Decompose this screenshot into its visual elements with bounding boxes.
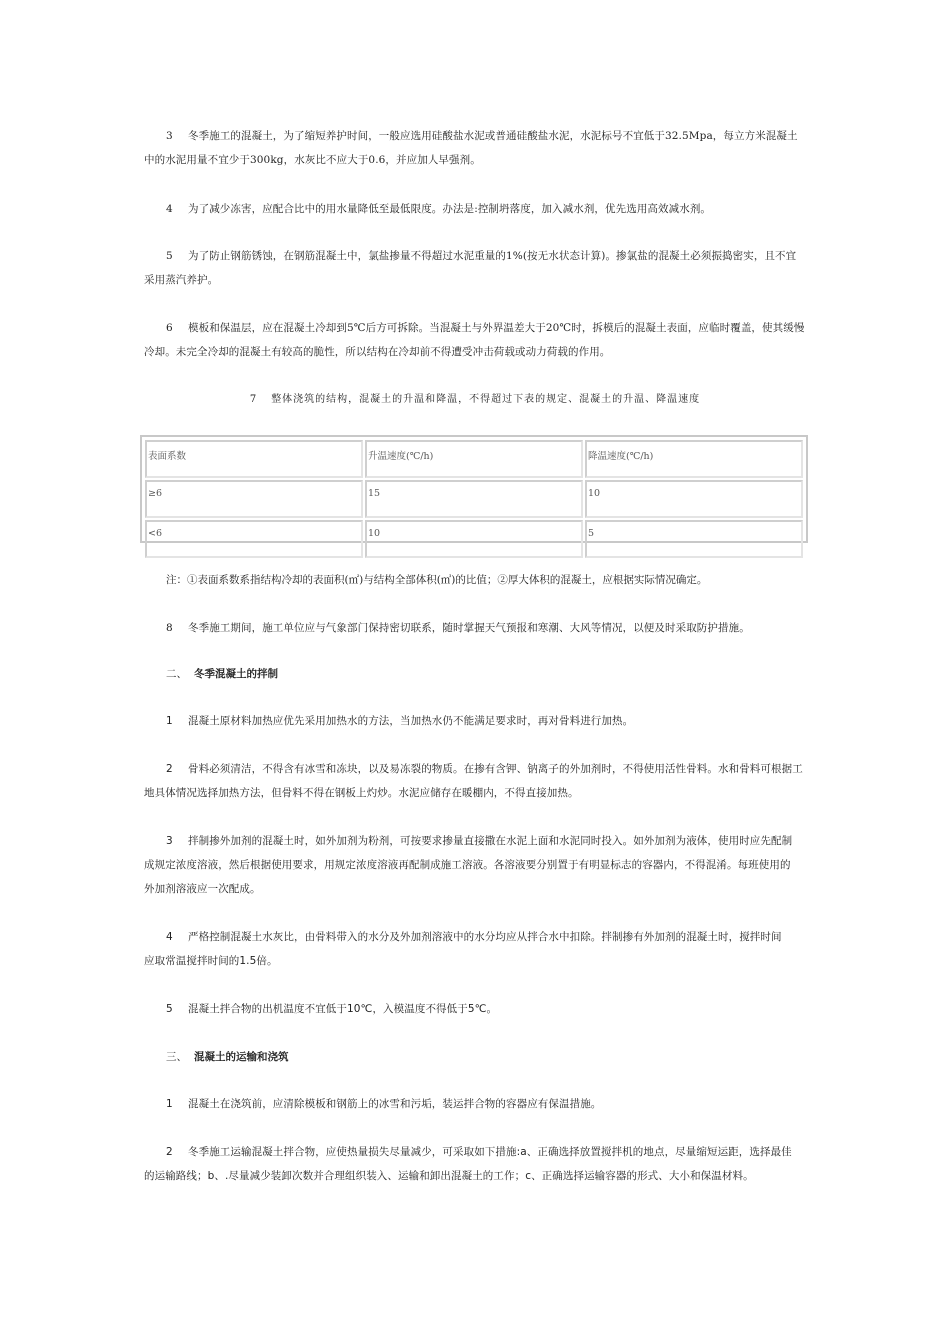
paragraph-line: 严格控制混凝土水灰比，由骨料带入的水分及外加剂溶液中的水分均应从拌合水中扣除。拌制掺有外加剂的混凝土时，搅拌时间 [188,931,782,943]
table-cell: 10 [365,520,583,558]
paragraph-line: 混凝土原材料加热应优先采用加热水的方法，当加热水仍不能满足要求时，再对骨料进行加热。 [188,715,634,727]
paragraph-line: 混凝土在浇筑前，应清除模板和钢筋上的冰雪和污垢，装运拌合物的容器应有保温措施。 [188,1098,602,1110]
section2-paragraph-4 [144,925,810,973]
section3-paragraph-1 [144,1092,810,1116]
paragraph-number: 5 [166,250,173,262]
paragraph-number: 4 [166,931,173,943]
paragraph-number: 3 [166,835,173,847]
data-table [143,438,805,560]
section-heading-3 [166,1047,289,1067]
paragraph-line: 采用蒸汽养护。 [144,274,219,286]
table-cell: 10 [585,480,803,518]
table-note: 注：①表面系数系指结构冷却的表面积(㎡)与结构全部体积(㎥)的比值；②厚大体积的混凝土，应根据实际情况确定。 [166,574,708,586]
table-caption [0,392,950,408]
paragraph-number: 2 [166,1146,173,1158]
paragraph-number: 4 [166,203,173,215]
section-title: 混凝土的运输和浇筑 [194,1051,289,1063]
paragraph-6 [144,316,810,364]
paragraph-line: 冬季施工的混凝土，为了缩短养护时间，一般应选用硅酸盐水泥或普通硅酸盐水泥，水泥标号不宜低于32.5Mpa，每立方米混凝土 [188,130,798,142]
table-header-row [145,440,803,478]
paragraph-line: 成规定浓度溶液，然后根据使用要求，用规定浓度溶液再配制成施工溶液。各溶液要分别置于有明显标志的容器内，不得混淆。每班使用的 [144,859,791,871]
paragraph-line: 地具体情况选择加热方法，但骨料不得在钢板上灼炒。水泥应储存在暖棚内，不得直接加热。 [144,787,579,799]
section2-paragraph-1 [144,709,810,733]
paragraph-number: 2 [166,763,173,775]
table-cell: ≥6 [145,480,363,518]
table-cell: 5 [585,520,803,558]
paragraph-line: 拌制掺外加剂的混凝土时，如外加剂为粉剂，可按要求掺量直接撒在水泥上面和水泥同时投入。如外加剂为液体，使用时应先配制 [188,835,793,847]
paragraph-line: 中的水泥用量不宜少于300kg，水灰比不应大于0.6，并应加人早强剂。 [144,154,481,166]
section2-paragraph-2 [144,757,810,805]
paragraph-line: 外加剂溶液应一次配成。 [144,883,261,895]
paragraph-number: 6 [166,322,173,334]
table-header-cell: 降温速度(℃/h) [585,440,803,478]
paragraph-line: 为了防止钢筋锈蚀，在钢筋混凝土中，氯盐掺量不得超过水泥重量的1%(按无水状态计算)。掺氯盐的混凝土必须振捣密实，且不宜 [188,250,797,262]
paragraph-8 [144,616,810,640]
caption-number: 7 [249,394,258,405]
paragraph-4 [144,197,810,221]
table-cell: <6 [145,520,363,558]
section-heading-2 [166,664,278,684]
paragraph-3 [144,124,810,172]
paragraph-line: 为了减少冻害，应配合比中的用水量降低至最低限度。办法是:控制坍落度，加入减水剂，优先选用高效减水剂。 [188,203,712,215]
section-title: 冬季混凝土的拌制 [194,668,278,680]
table-row [145,520,803,558]
section2-paragraph-3 [144,829,810,901]
paragraph-line: 的运输路线；b、.尽量减少装卸次数并合理组织装入、运输和卸出混凝土的工作；c、正确选择运输容器的形式、大小和保温材料。 [144,1170,754,1182]
paragraph-line: 冷却。未完全冷却的混凝土有较高的脆性，所以结构在冷却前不得遭受冲击荷载或动力荷载的作用。 [144,346,611,358]
paragraph-line: 应取常温搅拌时间的1.5倍。 [144,955,278,967]
paragraph-number: 1 [166,1098,173,1110]
paragraph-5 [144,244,810,292]
paragraph-number: 5 [166,1003,173,1015]
paragraph-line: 模板和保温层，应在混凝土冷却到5℃后方可拆除。当混凝土与外界温差大于20℃时，拆模后的混凝土表面，应临时覆盖，使其缓慢 [188,322,805,334]
table-cell: 15 [365,480,583,518]
paragraph-line: 骨料必须清洁，不得含有冰雪和冻块，以及易冻裂的物质。在掺有含钾、钠离子的外加剂时，不得使用活性骨料。水和骨料可根据工 [188,763,803,775]
section2-paragraph-5 [144,997,810,1021]
table-header-cell: 升温速度(℃/h) [365,440,583,478]
section-number: 二、 [166,668,187,680]
temperature-rate-table [140,435,808,543]
section-number: 三、 [166,1051,187,1063]
paragraph-line: 混凝土拌合物的出机温度不宜低于10℃，入模温度不得低于5℃。 [188,1003,498,1015]
table-header-cell: 表面系数 [145,440,363,478]
caption-text: 整体浇筑的结构，混凝土的升温和降温，不得超过下表的规定、混凝土的升温、降温速度 [271,394,701,405]
section3-paragraph-2 [144,1140,810,1188]
paragraph-number: 1 [166,715,173,727]
paragraph-line: 冬季施工期间，施工单位应与气象部门保持密切联系，随时掌握天气预报和寒潮、大风等情况，以便及时采取防护措施。 [188,622,750,634]
paragraph-line: 冬季施工运输混凝土拌合物，应使热量损失尽量减少，可采取如下措施:a、正确选择放置搅拌机的地点，尽量缩短运距，选择最佳 [188,1146,792,1158]
table-row [145,480,803,518]
paragraph-number: 8 [166,622,173,634]
paragraph-number: 3 [166,130,173,142]
